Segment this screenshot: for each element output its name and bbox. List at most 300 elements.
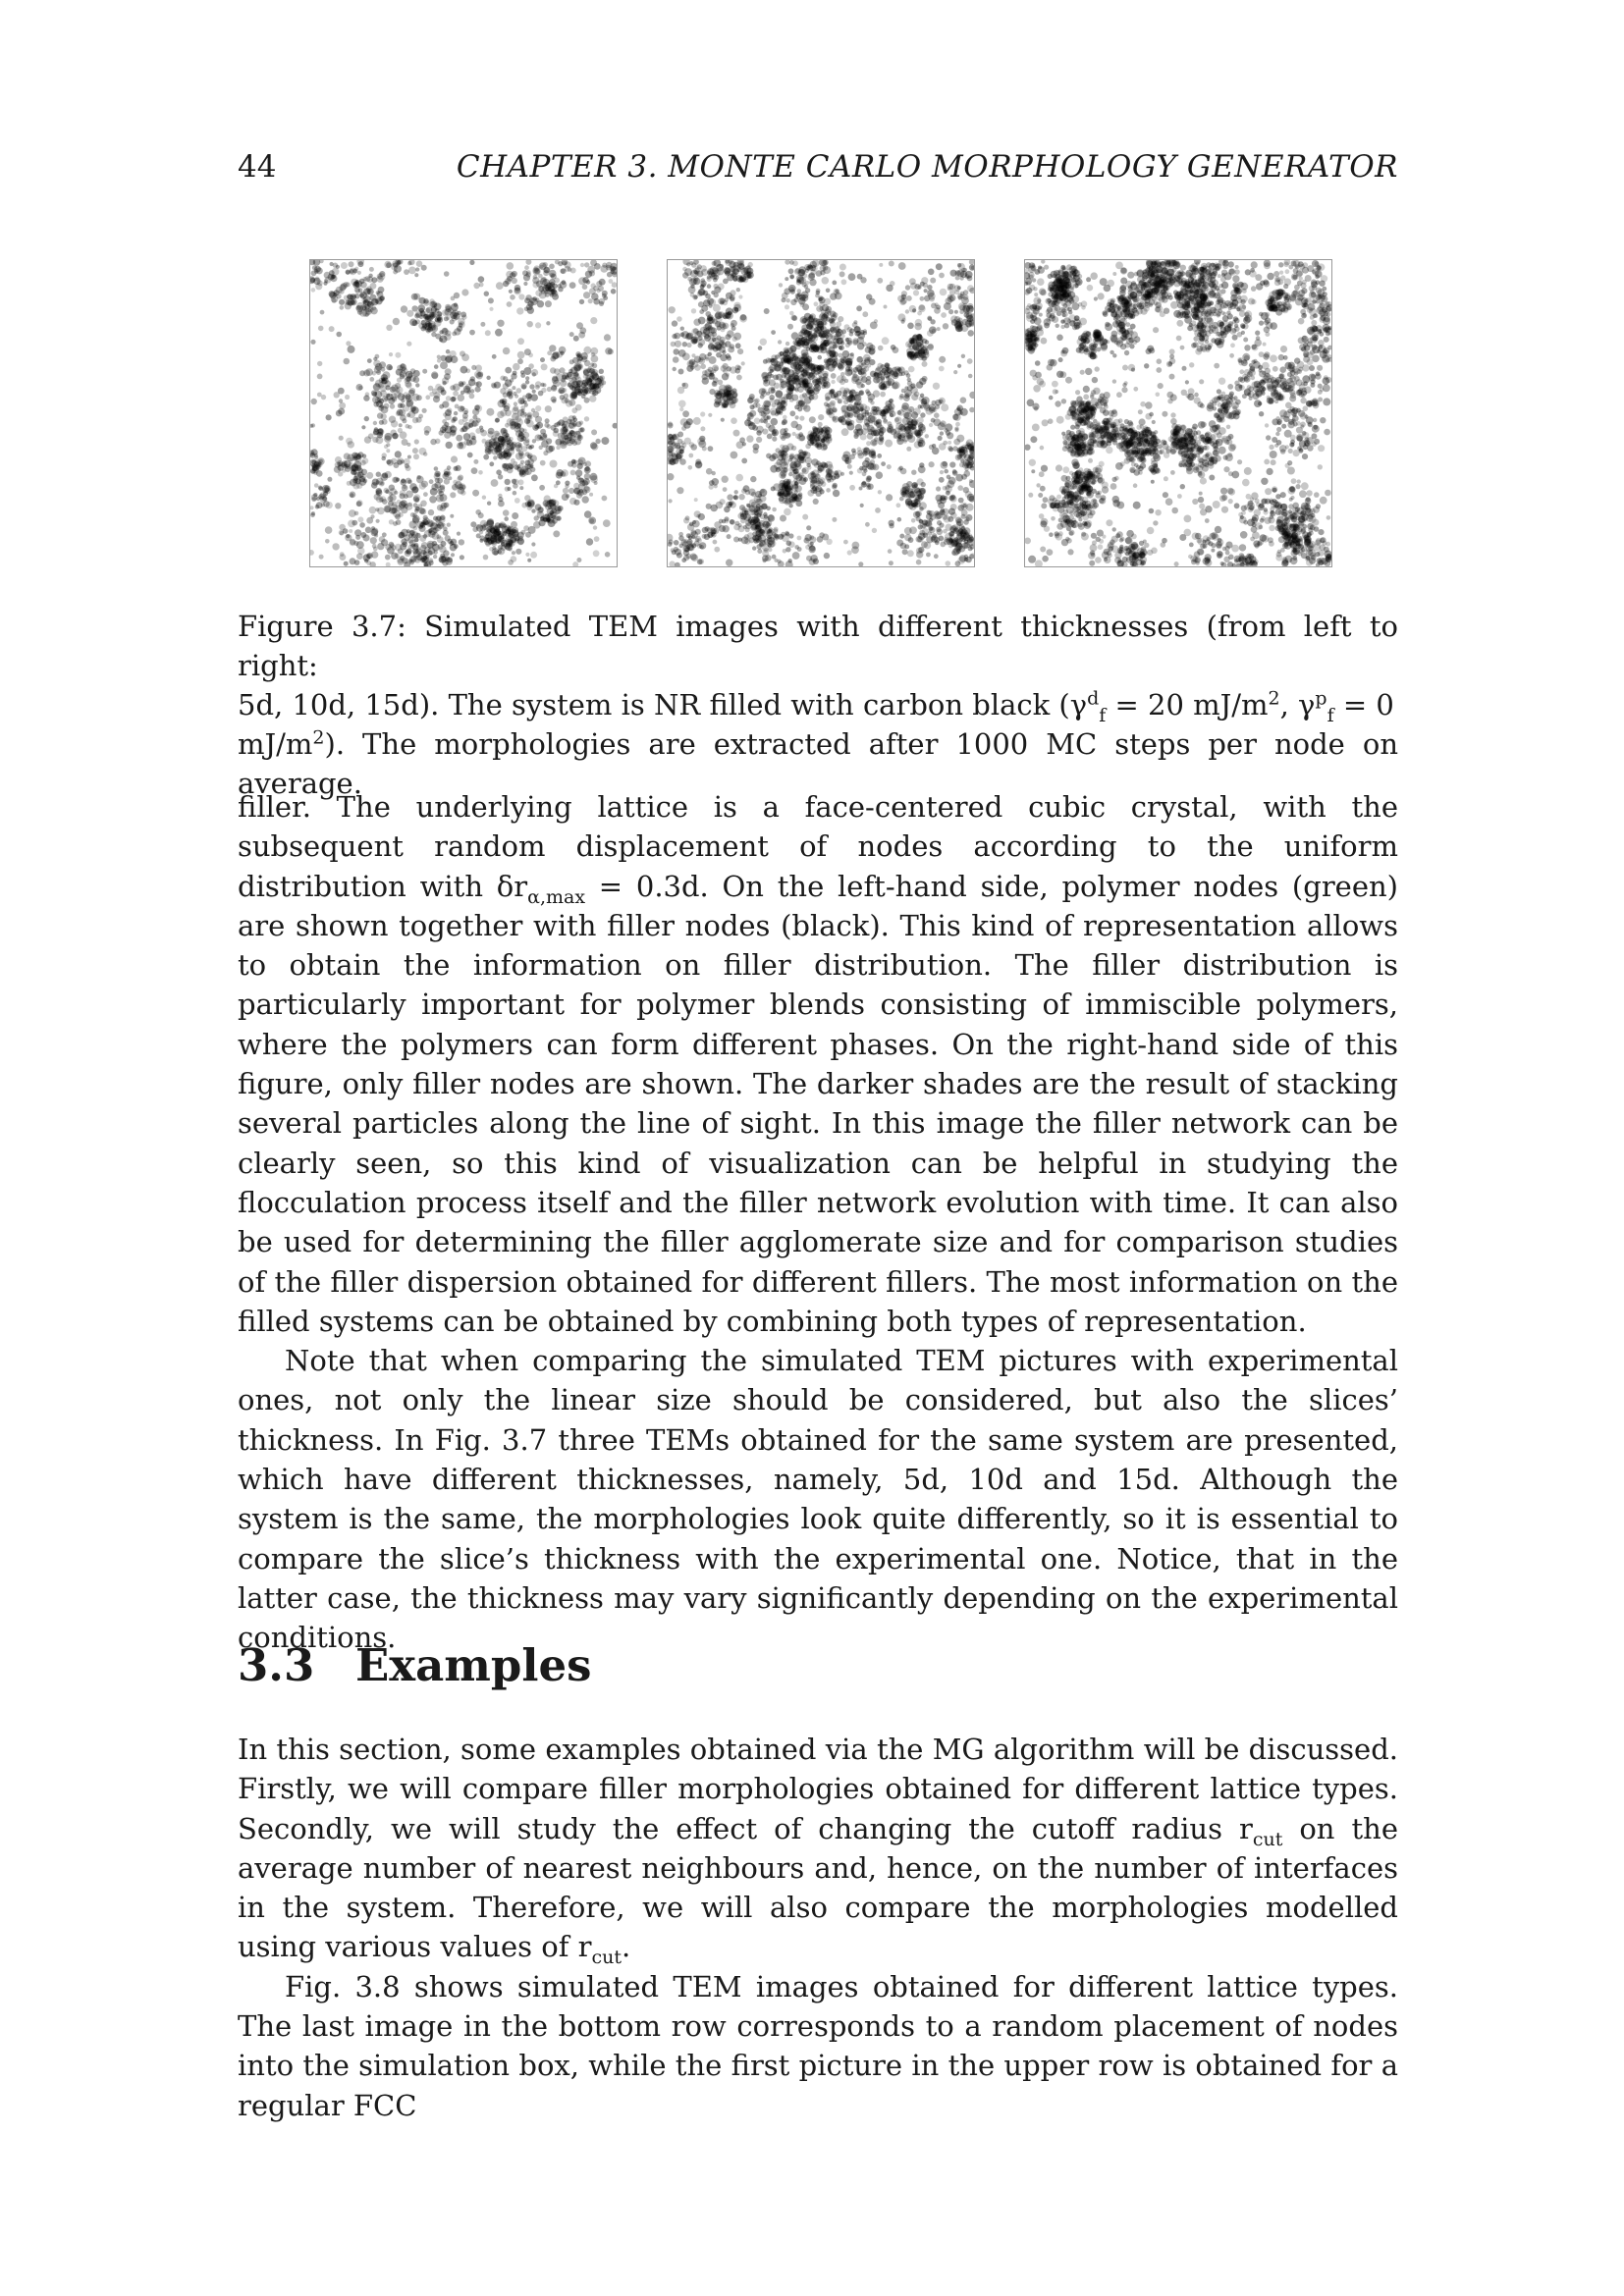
filler-particle xyxy=(518,479,524,485)
filler-particle xyxy=(713,540,718,545)
filler-particle xyxy=(936,305,941,310)
filler-particle xyxy=(393,521,398,526)
filler-particle xyxy=(927,285,932,290)
filler-particle xyxy=(338,388,345,395)
filler-particle xyxy=(822,277,830,285)
filler-particle xyxy=(385,433,393,441)
filler-particle xyxy=(421,320,428,327)
filler-particle xyxy=(786,298,790,302)
filler-particle xyxy=(512,386,515,390)
filler-particle xyxy=(514,395,518,399)
filler-particle xyxy=(1211,263,1215,267)
filler-particle xyxy=(956,407,960,411)
filler-particle xyxy=(678,535,684,541)
filler-particle xyxy=(493,455,497,459)
filler-particle xyxy=(763,407,771,415)
filler-particle xyxy=(937,529,944,536)
filler-particle xyxy=(1110,483,1117,490)
filler-particle xyxy=(378,287,385,294)
filler-particle xyxy=(904,527,912,535)
filler-particle xyxy=(523,282,527,286)
filler-particle xyxy=(432,373,439,380)
filler-particle xyxy=(341,262,348,269)
filler-particle xyxy=(447,407,452,412)
filler-particle xyxy=(939,366,945,372)
filler-particle xyxy=(321,503,325,507)
filler-particle xyxy=(759,506,764,510)
filler-particle xyxy=(391,385,399,393)
filler-particle xyxy=(896,503,901,507)
filler-particle xyxy=(385,544,392,551)
filler-particle xyxy=(430,439,436,445)
filler-particle xyxy=(576,476,580,480)
filler-particle xyxy=(780,381,787,389)
filler-particle xyxy=(581,380,586,385)
filler-particle xyxy=(813,559,819,564)
filler-particle xyxy=(738,264,744,270)
filler-particle xyxy=(417,475,421,479)
filler-particle xyxy=(1267,468,1273,475)
filler-particle xyxy=(732,393,738,399)
filler-particle xyxy=(968,454,974,460)
filler-particle xyxy=(594,536,600,542)
filler-particle xyxy=(477,371,483,377)
filler-particle xyxy=(722,476,729,483)
filler-particle xyxy=(326,502,333,508)
filler-particle xyxy=(591,369,599,377)
filler-particle xyxy=(937,327,941,331)
filler-particle xyxy=(718,380,724,386)
filler-particle xyxy=(460,555,464,560)
filler-particle xyxy=(419,448,427,455)
filler-particle xyxy=(405,463,409,468)
filler-particle xyxy=(552,376,558,382)
filler-particle xyxy=(941,403,948,411)
filler-particle xyxy=(845,397,849,400)
filler-particle xyxy=(824,553,830,559)
filler-particle xyxy=(497,320,504,327)
filler-particle xyxy=(406,424,410,429)
filler-particle xyxy=(735,365,741,371)
filler-particle xyxy=(914,284,920,290)
filler-particle xyxy=(527,559,531,562)
filler-particle xyxy=(337,460,344,467)
filler-particle xyxy=(907,323,914,330)
filler-particle xyxy=(734,490,738,494)
filler-particle xyxy=(503,393,509,399)
filler-particle xyxy=(833,490,839,497)
filler-particle xyxy=(791,494,798,501)
filler-particle xyxy=(929,461,935,467)
filler-particle xyxy=(832,335,837,340)
filler-particle xyxy=(933,383,940,390)
filler-particle xyxy=(900,432,906,438)
filler-particle xyxy=(966,514,973,521)
filler-particle xyxy=(957,294,963,299)
filler-particle xyxy=(376,488,382,494)
filler-particle xyxy=(830,389,835,394)
filler-particle xyxy=(864,359,870,365)
filler-particle xyxy=(609,279,614,284)
filler-particle xyxy=(772,402,777,407)
filler-particle xyxy=(1261,478,1268,485)
filler-particle xyxy=(401,459,405,463)
filler-particle xyxy=(339,402,346,409)
filler-particle xyxy=(568,488,574,494)
filler-particle xyxy=(505,479,511,485)
filler-particle xyxy=(867,484,873,490)
filler-particle xyxy=(582,284,588,290)
filler-particle xyxy=(718,401,723,406)
filler-particle xyxy=(503,383,509,389)
filler-particle xyxy=(514,498,520,504)
filler-particle xyxy=(763,521,770,528)
filler-particle xyxy=(317,393,322,398)
filler-particle xyxy=(539,437,543,441)
filler-particle xyxy=(922,361,928,367)
filler-particle xyxy=(712,471,716,475)
filler-particle xyxy=(587,378,592,383)
filler-particle xyxy=(870,371,877,378)
filler-particle xyxy=(948,508,955,515)
filler-particle xyxy=(876,471,884,479)
filler-particle xyxy=(694,364,701,371)
filler-particle xyxy=(402,485,408,492)
filler-particle xyxy=(766,423,771,428)
filler-particle xyxy=(413,550,421,558)
filler-particle xyxy=(809,279,816,286)
filler-particle xyxy=(859,391,863,395)
filler-particle xyxy=(700,285,705,290)
filler-particle xyxy=(839,387,845,393)
filler-particle xyxy=(733,278,737,282)
filler-particle xyxy=(459,442,463,447)
filler-particle xyxy=(576,558,581,562)
filler-particle xyxy=(689,522,694,527)
filler-particle xyxy=(958,498,964,504)
filler-particle xyxy=(805,281,809,285)
filler-particle xyxy=(563,488,568,494)
filler-particle xyxy=(724,516,729,521)
filler-particle xyxy=(1279,271,1283,275)
filler-particle xyxy=(955,561,961,566)
filler-particle xyxy=(593,525,597,529)
filler-particle xyxy=(795,363,802,370)
filler-particle xyxy=(591,429,597,435)
filler-particle xyxy=(707,373,714,380)
filler-particle xyxy=(549,500,554,505)
filler-particle xyxy=(671,548,675,552)
filler-particle xyxy=(550,460,558,468)
filler-particle xyxy=(969,392,974,399)
filler-particle xyxy=(727,534,731,539)
filler-particle xyxy=(399,423,403,427)
filler-particle xyxy=(547,387,552,392)
filler-particle xyxy=(530,454,537,461)
filler-particle xyxy=(311,399,317,404)
filler-particle xyxy=(334,466,341,473)
filler-particle xyxy=(488,297,494,303)
filler-particle xyxy=(887,406,894,414)
filler-particle xyxy=(699,309,704,314)
filler-particle xyxy=(796,294,802,299)
filler-particle xyxy=(329,292,336,298)
filler-particle xyxy=(707,352,711,356)
filler-particle xyxy=(911,418,918,425)
filler-particle xyxy=(425,395,430,400)
filler-particle xyxy=(738,494,744,500)
filler-particle xyxy=(794,388,798,392)
filler-particle xyxy=(583,347,591,354)
filler-particle xyxy=(898,262,906,270)
filler-particle xyxy=(945,423,952,431)
filler-particle xyxy=(578,428,583,433)
filler-particle xyxy=(1049,396,1054,400)
filler-particle xyxy=(439,558,444,562)
filler-particle xyxy=(588,298,593,303)
filler-particle xyxy=(451,553,455,557)
filler-particle xyxy=(916,345,923,351)
filler-particle xyxy=(799,394,805,400)
filler-particle xyxy=(690,285,694,289)
filler-particle xyxy=(407,410,415,418)
filler-particle xyxy=(777,492,781,496)
filler-particle xyxy=(839,379,845,385)
filler-particle xyxy=(816,426,823,433)
filler-particle xyxy=(914,323,922,331)
filler-particle xyxy=(408,559,413,563)
filler-particle xyxy=(953,370,957,374)
filler-particle xyxy=(570,367,578,375)
filler-particle xyxy=(321,395,326,400)
filler-particle xyxy=(949,461,955,467)
filler-particle xyxy=(1177,494,1182,499)
filler-particle xyxy=(864,419,870,425)
filler-particle xyxy=(434,550,438,554)
filler-particle xyxy=(1215,526,1221,533)
filler-particle xyxy=(695,459,701,465)
filler-particle xyxy=(393,318,400,325)
filler-particle xyxy=(824,340,829,345)
filler-particle xyxy=(524,348,531,355)
filler-particle xyxy=(512,512,518,519)
filler-particle xyxy=(928,344,934,349)
filler-particle xyxy=(860,504,864,507)
filler-particle xyxy=(949,290,955,295)
filler-particle xyxy=(1170,412,1175,417)
filler-particle xyxy=(511,521,517,528)
filler-particle xyxy=(782,419,787,425)
filler-particle xyxy=(565,399,569,403)
filler-particle xyxy=(758,407,764,413)
filler-particle xyxy=(516,307,523,314)
filler-particle xyxy=(747,412,754,419)
filler-particle xyxy=(919,378,926,385)
filler-particle xyxy=(924,542,932,550)
filler-particle xyxy=(810,471,815,476)
filler-particle xyxy=(536,422,543,429)
filler-particle xyxy=(336,332,342,338)
filler-particle xyxy=(461,426,467,432)
filler-particle xyxy=(498,523,503,528)
filler-particle xyxy=(802,329,807,334)
filler-particle xyxy=(511,447,514,451)
filler-particle xyxy=(1291,478,1297,484)
filler-particle xyxy=(461,289,468,295)
filler-particle xyxy=(545,418,550,423)
filler-particle xyxy=(839,346,842,349)
filler-particle xyxy=(413,294,420,300)
filler-particle xyxy=(920,394,924,398)
filler-particle xyxy=(963,308,969,314)
filler-particle xyxy=(604,334,611,341)
filler-particle xyxy=(510,537,516,544)
filler-particle xyxy=(549,345,556,351)
filler-particle xyxy=(915,511,921,517)
filler-particle xyxy=(599,298,605,304)
filler-particle xyxy=(929,445,934,450)
filler-particle xyxy=(418,524,423,529)
filler-particle xyxy=(809,416,816,423)
filler-particle xyxy=(1138,409,1143,414)
filler-particle xyxy=(311,288,316,293)
filler-particle xyxy=(421,551,425,555)
filler-particle xyxy=(336,287,343,294)
filler-particle xyxy=(804,358,810,364)
filler-particle xyxy=(968,374,973,379)
filler-particle xyxy=(440,361,448,369)
filler-particle xyxy=(722,312,729,319)
filler-particle xyxy=(445,368,452,375)
filler-particle xyxy=(554,368,561,375)
filler-particle xyxy=(510,294,515,300)
filler-particle xyxy=(932,400,937,405)
filler-particle xyxy=(881,410,886,415)
filler-particle xyxy=(852,322,858,328)
filler-particle xyxy=(740,511,744,515)
filler-particle xyxy=(866,477,871,482)
filler-particle xyxy=(854,431,860,437)
filler-particle xyxy=(785,342,789,346)
filler-particle xyxy=(789,311,794,316)
filler-particle xyxy=(1075,390,1080,395)
filler-particle xyxy=(408,267,416,275)
filler-particle xyxy=(841,428,849,436)
filler-particle xyxy=(515,549,521,555)
filler-particle xyxy=(460,391,464,395)
filler-particle xyxy=(764,527,771,534)
filler-particle xyxy=(673,356,679,363)
filler-particle xyxy=(905,285,910,290)
filler-particle xyxy=(686,262,690,266)
filler-particle xyxy=(517,409,524,416)
filler-particle xyxy=(330,262,334,266)
filler-particle xyxy=(772,555,777,560)
filler-particle xyxy=(550,356,556,362)
filler-particle xyxy=(579,299,584,304)
filler-particle xyxy=(574,388,581,395)
filler-particle xyxy=(931,418,936,423)
filler-particle xyxy=(911,338,917,344)
filler-particle xyxy=(574,374,580,380)
filler-particle xyxy=(845,369,853,377)
filler-particle xyxy=(426,307,432,313)
filler-particle xyxy=(525,376,529,380)
filler-particle xyxy=(777,560,781,563)
filler-particle xyxy=(362,454,366,457)
filler-particle xyxy=(682,352,690,360)
filler-particle xyxy=(1280,346,1287,352)
filler-particle xyxy=(560,269,565,274)
filler-particle xyxy=(939,477,945,483)
filler-particle xyxy=(738,294,742,298)
filler-particle xyxy=(792,432,796,436)
filler-particle xyxy=(906,347,913,354)
filler-particle xyxy=(366,517,373,524)
filler-particle xyxy=(816,270,823,277)
filler-particle xyxy=(529,384,534,389)
filler-particle xyxy=(517,338,524,345)
filler-particle xyxy=(947,446,952,451)
filler-particle xyxy=(428,561,433,565)
filler-particle xyxy=(549,270,557,278)
filler-particle xyxy=(816,289,821,294)
filler-particle xyxy=(938,422,946,430)
filler-particle xyxy=(677,487,683,494)
filler-particle xyxy=(861,376,868,383)
filler-particle xyxy=(429,496,437,504)
filler-particle xyxy=(531,474,538,481)
filler-particle xyxy=(602,496,608,502)
filler-particle xyxy=(744,510,749,515)
filler-particle xyxy=(352,463,359,471)
filler-particle xyxy=(728,347,734,353)
filler-particle xyxy=(590,473,598,481)
filler-particle xyxy=(862,471,867,476)
filler-particle xyxy=(1285,269,1290,274)
filler-particle xyxy=(823,436,829,442)
filler-particle xyxy=(1270,451,1277,458)
filler-particle xyxy=(480,322,485,327)
filler-particle xyxy=(438,544,444,550)
filler-particle xyxy=(938,436,943,441)
filler-particle xyxy=(424,426,432,434)
filler-particle xyxy=(886,285,893,292)
filler-particle xyxy=(395,352,401,358)
filler-particle xyxy=(530,552,537,559)
filler-particle xyxy=(892,383,898,390)
filler-particle xyxy=(532,296,537,301)
filler-particle xyxy=(954,428,958,432)
filler-particle xyxy=(813,347,819,352)
filler-particle xyxy=(816,379,821,384)
filler-particle xyxy=(732,495,737,500)
filler-particle xyxy=(943,323,948,329)
filler-particle xyxy=(782,367,786,372)
filler-particle xyxy=(590,347,598,355)
filler-particle xyxy=(967,463,972,468)
filler-particle xyxy=(599,369,604,374)
filler-particle xyxy=(939,398,946,404)
filler-particle xyxy=(446,316,450,320)
filler-particle xyxy=(967,358,973,364)
filler-particle xyxy=(401,305,407,312)
filler-particle xyxy=(475,509,481,515)
filler-particle xyxy=(371,390,377,396)
filler-particle xyxy=(533,275,538,280)
filler-particle xyxy=(422,408,427,413)
filler-particle xyxy=(428,509,434,515)
